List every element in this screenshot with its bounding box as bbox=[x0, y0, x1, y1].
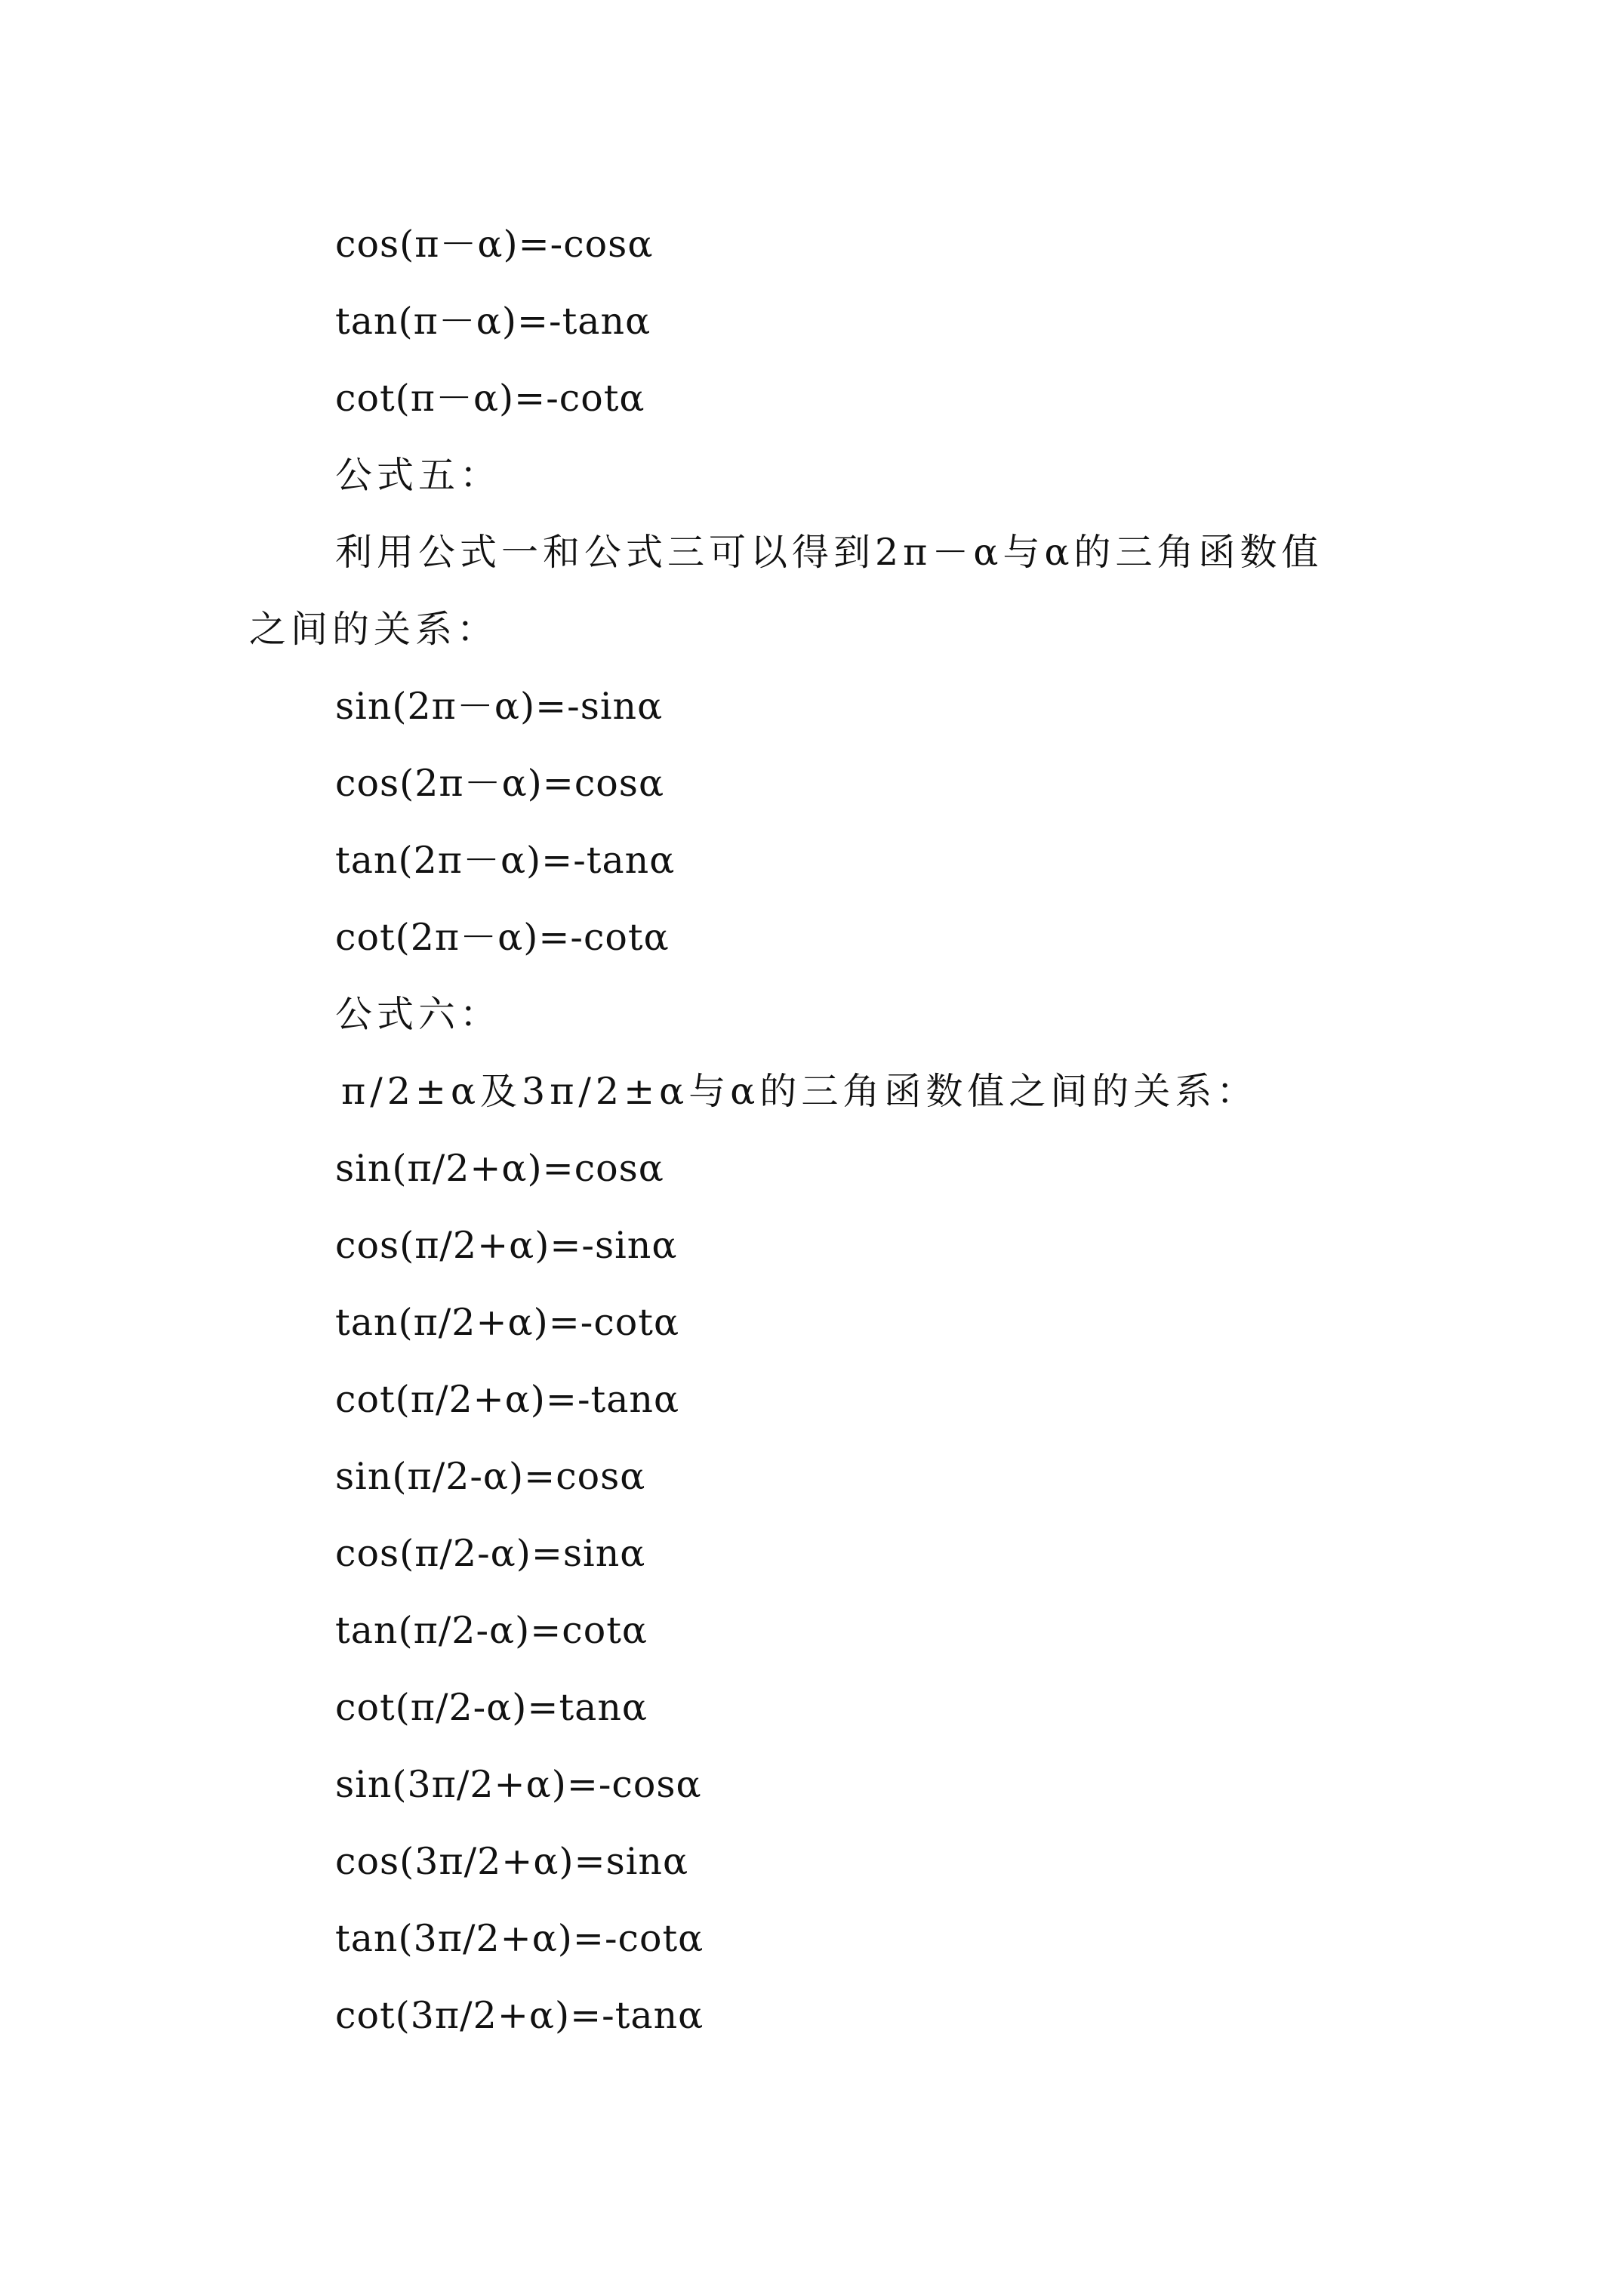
formula-line: cos(π/2-α)=sinα bbox=[335, 1532, 646, 1575]
section-heading: 公式六： bbox=[335, 993, 502, 1036]
formula-line: tan(π/2-α)=cotα bbox=[335, 1609, 648, 1652]
section-heading: 公式五： bbox=[335, 454, 502, 497]
formula-line: cot(π/2+α)=-tanα bbox=[335, 1378, 680, 1421]
formula-line: cos(2π－α)=cosα bbox=[335, 762, 665, 805]
formula-line: tan(3π/2+α)=-cotα bbox=[335, 1917, 704, 1960]
paragraph-line: 之间的关系： bbox=[249, 608, 499, 651]
formula-line: cot(π－α)=-cotα bbox=[335, 377, 645, 420]
formula-line: cot(2π－α)=-cotα bbox=[335, 916, 670, 959]
paragraph-line: π/2±α及3π/2±α与α的三角函数值之间的关系： bbox=[341, 1070, 1258, 1113]
formula-line: tan(2π－α)=-tanα bbox=[335, 839, 676, 882]
formula-line: sin(3π/2+α)=-cosα bbox=[335, 1763, 702, 1806]
paragraph-line: 利用公式一和公式三可以得到2π－α与α的三角函数值 bbox=[335, 531, 1323, 574]
formula-line: sin(π/2-α)=cosα bbox=[335, 1455, 646, 1498]
formula-line: cot(π/2-α)=tanα bbox=[335, 1686, 648, 1729]
formula-line: tan(π－α)=-tanα bbox=[335, 300, 651, 343]
formula-line: tan(π/2+α)=-cotα bbox=[335, 1301, 680, 1344]
formula-line: cos(3π/2+α)=sinα bbox=[335, 1840, 689, 1883]
formula-line: sin(2π－α)=-sinα bbox=[335, 685, 664, 728]
formula-line: cos(π－α)=-cosα bbox=[335, 223, 654, 266]
formula-line: cos(π/2+α)=-sinα bbox=[335, 1224, 678, 1267]
formula-line: sin(π/2+α)=cosα bbox=[335, 1147, 664, 1190]
formula-line: cot(3π/2+α)=-tanα bbox=[335, 1994, 704, 2037]
